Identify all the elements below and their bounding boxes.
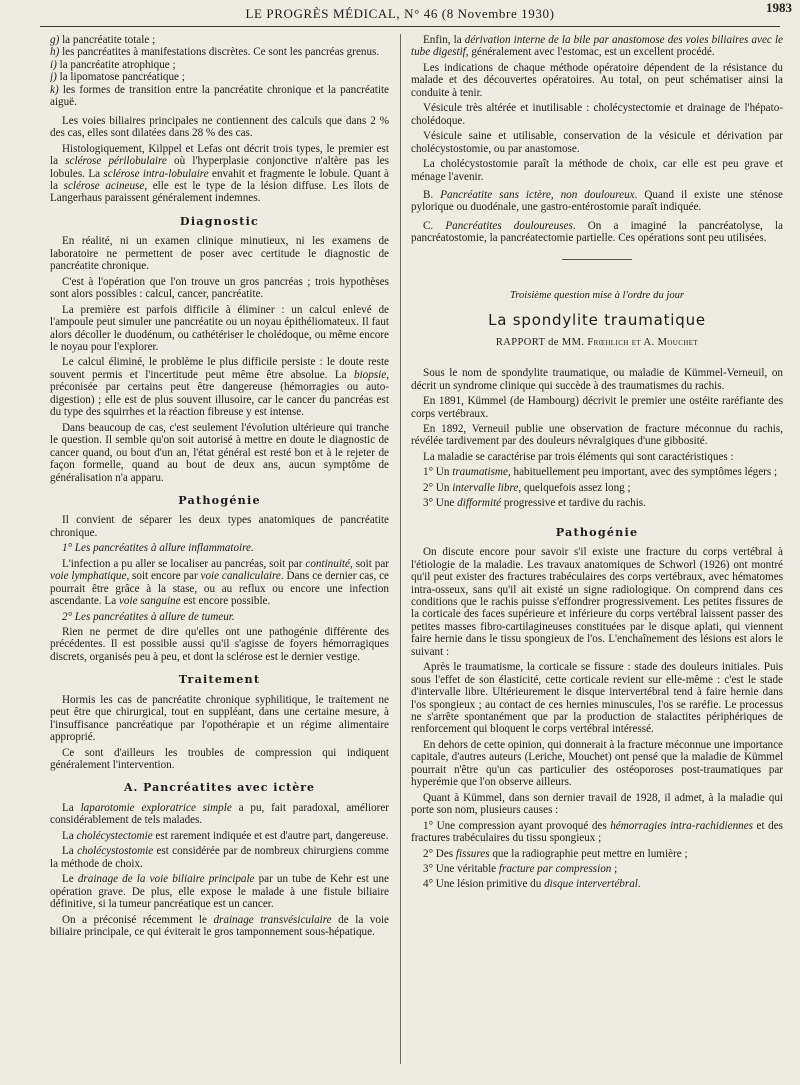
section-heading-pathogenie-2: Pathogénie [555,524,639,539]
list-item: k) les formes de transition entre la pancréatite chronique et la pancréatite aiguë. [50,83,389,109]
section-heading-diagnostic: Diagnostic [179,213,260,228]
paragraph: Le drainage de la voie biliaire principale par un tube de Kehr est une opération grave. De plus, elle expose le malade à une fistule biliaire définitive, si la tumeur pancréatique est un cancer. [50,873,389,911]
paragraph: Rien ne permet de dire qu'elles ont une pathogénie différente des précédentes. Il est possible aussi qu'il s'agisse de foyers hémorragiques discrets, organisés peu à peu, et dont la sclérose est le dernier vestige. [50,626,389,663]
paragraph: La cholécystostomie paraît la méthode de choix, car elle est peu grave et ménage l'avenir. [411,158,783,183]
paragraph: Sous le nom de spondylite traumatique, ou maladie de Kümmel-Verneuil, on décrit un syndrome clinique qui succède à des traumatismes du rachis. [411,367,783,392]
section-heading-traitement: Traitement [178,672,261,687]
paragraph: En 1892, Verneuil publie une observation de fracture méconnue du rachis, révélée tardivement par des douleurs névralgiques d'une gibbosité. [411,422,783,448]
paragraph: En 1891, Kümmel (de Hambourg) décrivit le premier une ostéite raréfiante des corps vertébraux. [411,395,783,420]
paragraph: En dehors de cette opinion, qui donnerait à la fracture méconnue une importance capitale, d'autres auteurs (Leriche, Mouchet) ont pensé que la maladie de Kümmel pourrait n'être qu'un cas particulier des ostéoporoses post-traumatiques par hyperémie que l'on observe ailleurs. [411,738,783,789]
list-item: h) les pancréatites à manifestations discrètes. Ce sont les pancréas grenus. [50,46,380,59]
paragraph: En réalité, ni un examen clinique minutieux, ni les examens de laboratoire ne permettent de poser avec certitude le diagnostic de pancréatite chronique. [50,235,389,273]
list-item: 3° Une difformité progressive et tardive du rachis. [423,497,646,510]
running-head [0,6,800,24]
separator-rule [562,259,632,260]
list-item: 4° Une lésion primitive du disque intervertébral. [423,878,641,891]
paragraph: Vésicule très altérée et inutilisable : cholécystectomie et drainage de l'hépato-cholédoque. [411,102,783,127]
right-column [411,34,783,1074]
paragraph: Dans beaucoup de cas, c'est seulement l'évolution ultérieure qui tranche le question. Il semble qu'on soit autorisé à mettre en doute le diagnostic de cancer quand, ou bout d'un an, l'état général est resté bon et à le rejeter de façon formelle, quand au bout de deux ans, aucun symptôme de généralisation n'a apparu. [50,421,389,484]
paragraph: La cholécystectomie est rarement indiquée et est d'autre part, dangereuse. [62,829,389,842]
list-item: 2° Un intervalle libre, quelquefois assez long ; [423,481,631,494]
list-item: 3° Une véritable fracture par compression ; [423,863,618,876]
paragraph: La première est parfois difficile à éliminer : un calcul enlevé de l'ampoule peut simuler une pancréatite ou un noyau épithéliomateux. Il faut alors décoller le duodénum, ou cathétériser le cholédoque, ou même encore le noyau pour l'explorer. [50,303,389,353]
paragraph: B. Pancréatite sans ictère, non douloureux. Quand il existe une sténose pylorique ou duodénale, une gastro-entérostomie paraît indiquée. [411,188,783,214]
section-heading-a: A. Pancréatites avec ictère [123,780,316,794]
paragraph: C'est à l'opération que l'on trouve un gros pancréas ; trois hypothèses sont alors possibles : calcul, cancer, pancréatite. [50,275,389,301]
paragraph: Vésicule saine et utilisable, conservation de la vésicule et dérivation par cholécystostomie, ou par anastomose. [411,130,783,155]
list-item: j) la lipomatose pancréatique ; [50,71,185,84]
page-number: 1983 [766,0,792,15]
header-rule [40,26,780,27]
paragraph: On a préconisé récemment le drainage transvésiculaire de la voie biliaire principale, ce qui éviterait le gros tamponnement sous-hépatique. [50,913,389,939]
column-divider [400,34,401,1064]
paragraph: C. Pancréatites douloureuses. On a imaginé la pancréatolyse, la pancréatostomie, la pancréatectomie partielle. Ces opérations sont peu utilisées. [411,219,783,245]
paragraph: Les indications de chaque méthode opératoire dépendent de la résistance du malade et des découvertes opératoires. Au total, on peut schématiser ainsi la conduite à tenir. [411,61,783,99]
paragraph: La maladie se caractérise par trois éléments qui sont caractéristiques : [423,450,734,463]
paragraph: Histologiquement, Kilppel et Lefas ont décrit trois types, le premier est la sclérose périlobulaire où l'hyperplasie conjonctive n'altère pas les lobules. La sclérose intra-lobulaire envahit et fragmente le lobule. Quant à la sclérose acineuse, elle est le type de la lésion diffuse. Les îlots de Langerhaus paraissent généralement indemnes. [50,142,389,205]
paragraph: Il convient de séparer les deux types anatomiques de pancréatite chronique. [50,514,389,539]
paragraph: La laparotomie exploratrice simple a pu, fait paradoxal, améliorer considérablement de tels malades. [50,802,389,827]
paragraph: L'infection a pu aller se localiser au pancréas, soit par continuité, soit par voie lymphatique, soit encore par voie canaliculaire. Dans ce dernier cas, ce pourrait être grâce à la stase, ou au reflux ou encore une infection ascendante. La voie sanguine est encore possible. [50,557,389,608]
list-item: 1° Une compression ayant provoqué des hémorragies intra-rachidiennes et des fractures trabéculaires du tissu spongieux ; [411,819,783,845]
paragraph: On discute encore pour savoir s'il existe une fracture du corps vertébral à l'étiologie de la maladie. Les travaux anatomiques de Schworl (1926) ont montré qu'il peut exister des fractures trabéculaires des corps vertébraux, avec hématomes intra-osseux, sans qu'il ait existé un signe radiologique. On comprend dans ces conditions que le rachis puisse s'effondrer progressivement. Les petites fissures de la corticale des faces supérieure et inférieure du corps vertébral laissent passer des petites masses fibro-cartilagineuses constituées par le disque aplati, qui viennent faire hernie dans le tissu spongieux de l'os. L'enchaînement des lésions est alors le suivant : [411,546,783,658]
paragraph: La cholécystostomie est considérée par de nombreux chirurgiens comme la méthode de choix. [50,845,389,870]
subheading: 1° Les pancréatites à allure inflammatoire. [62,542,254,555]
paragraph: Hormis les cas de pancréatite chronique syphilitique, le traitement ne peut être que chirurgical, tout en suppléant, dans une certaine mesure, à l'insuffisance pancréatique par l'opothérapie et un régime alimentaire approprié. [50,693,389,744]
list-item: i) la pancréatite atrophique ; [50,58,176,71]
section-heading-pathogenie: Pathogénie [178,492,261,507]
report-authors: RAPPORT de MM. Frœhlich et A. Mouchet [495,336,699,348]
list-item: 2° Des fissures que la radiographie peut mettre en lumière ; [423,847,688,860]
running-title: LE PROGRÈS MÉDICAL, N° 46 (8 Novembre 1930) [245,6,555,21]
list-item: g) la pancréatite totale ; [50,34,156,46]
paragraph: Le calcul éliminé, le problème le plus difficile persiste : le doute reste souvent permis et l'incertitude peut même être absolue. La biopsie, préconisée par certains peut être dangereuse (hémorragies ou auto-digestion) ; elle est de plus souvent illusoire, car le cancer du pancréas est du type des squirrhes et la réaction fibreuse y est intense. [50,356,389,419]
paragraph: Ce sont d'ailleurs les troubles de compression qui indiquent généralement l'intervention. [50,746,389,772]
subheading: 2° Les pancréatites à allure de tumeur. [62,610,235,623]
left-column [50,34,389,1074]
paragraph: Enfin, la dérivation interne de la bile par anastomose des voies biliaires avec le tube digestif, généralement avec l'estomac, est un excellent procédé. [411,34,783,59]
paragraph: Les voies biliaires principales ne contiennent des calculs que dans 2 % des cas, elles sont dilatées dans 28 % des cas. [50,114,389,140]
list-item: 1° Un traumatisme, habituellement peu important, avec des symptômes légers ; [423,466,778,479]
paragraph: Après le traumatisme, la corticale se fissure : stade des douleurs initiales. Puis sous l'effet de son élasticité, cette corticale revient sur elle-même : c'est le stade d'intervalle libre. Ultérieurement le disque intervertébral tend à faire hernie dans l'os spongieux ; au contact de ces hernies minuscules, l'os se raréfie. Le processus ne s'arrête spontanément que par la production de stalactites périphériques de renforcement qui bloquent le corps vertébral intéressé. [411,661,783,736]
paragraph: Quant à Kümmel, dans son dernier travail de 1928, il admet, à la maladie qui porte son nom, plusieurs causes : [411,791,783,817]
article-title: La spondylite traumatique [488,311,706,330]
question-label: Troisième question mise à l'ordre du jour [509,289,685,301]
